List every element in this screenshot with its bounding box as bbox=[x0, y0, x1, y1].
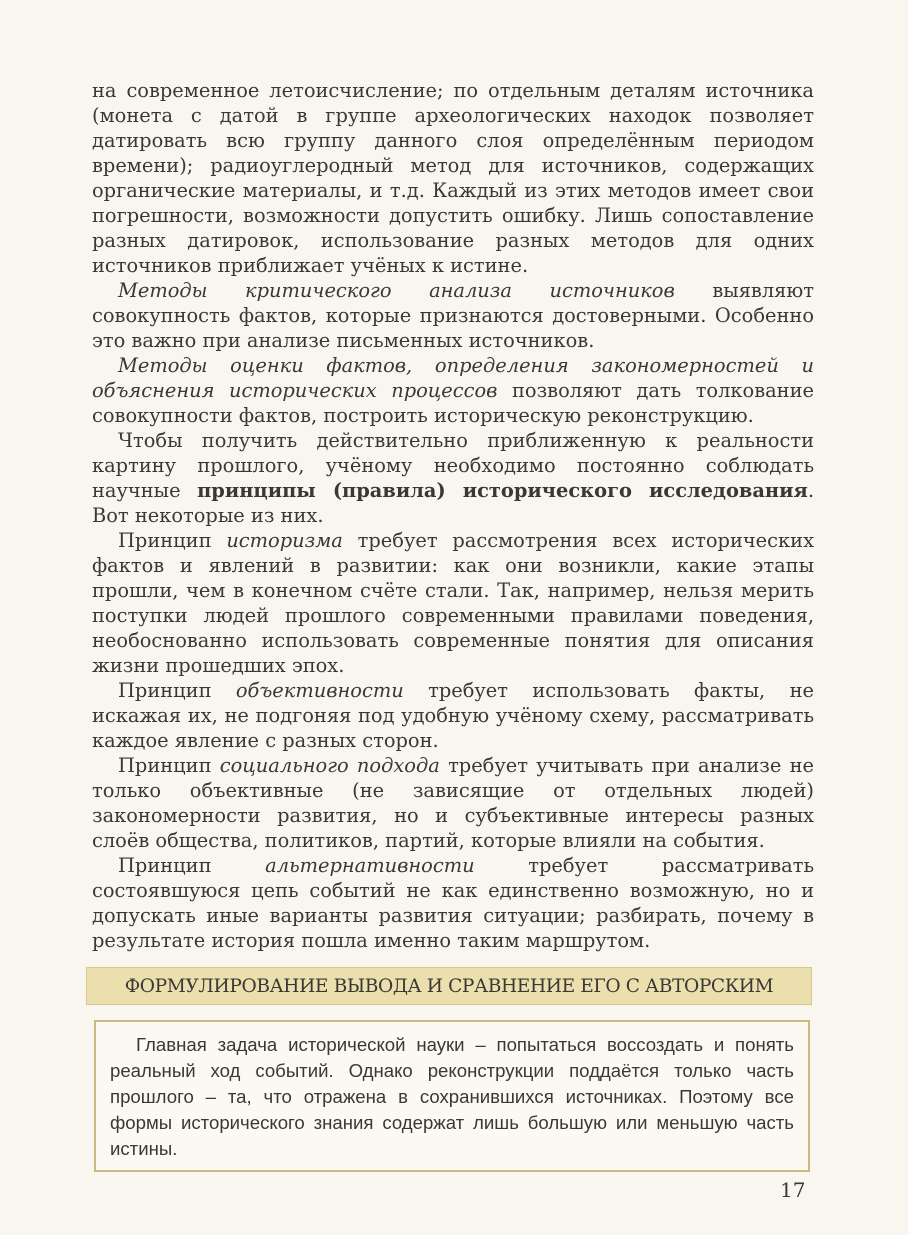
text-run: на современное летоисчисление; по отдельным деталям источника (монета с датой в группе археологических находок позволяет датировать всю группу данного слоя определённым периодом времени); радиоуглеродный метод для источников, содержащих органические материалы, и т.д. Каждый из этих методов имеет свои погрешности, возможности допустить ошибку. Лишь сопоставление разных датировок, использование разных методов для одних источников приближает учёных к истине. bbox=[92, 79, 814, 277]
text-run: Принцип bbox=[118, 854, 266, 877]
text-run: выявляют совокупность фактов, которые признаются достоверными. Особенно это важно при анализе письменных источников. bbox=[92, 279, 814, 352]
paragraph-social-approach bbox=[92, 753, 814, 853]
main-text bbox=[92, 78, 814, 953]
italic-term: историзма bbox=[226, 529, 343, 552]
paragraph-dating-methods bbox=[92, 78, 814, 278]
text-run: требует учитывать при анализе не только объективные (не зависящие от отдельных людей) закономерности развития, но и субъективные интересы разных слоёв общества, политиков, партий, которые влияли на события. bbox=[92, 754, 814, 852]
italic-term: альтернативности bbox=[265, 854, 475, 877]
text-run: . Вот некоторые из них. bbox=[92, 479, 814, 527]
paragraph-research-principles bbox=[92, 428, 814, 528]
text-run: требует рассмотрения всех исторических фактов и явлений в развитии: как они возникли, какие этапы прошли, чем в конечном счёте стали. Так, например, нельзя мерить поступки людей прошлого современными правилами поведения, необоснованно использовать современные понятия для описания жизни прошедших эпох. bbox=[92, 529, 815, 677]
text-run: Принцип bbox=[118, 679, 236, 702]
text-run: Чтобы получить действительно приближенную к реальности картину прошлого, учёному необходимо постоянно соблюдать научные bbox=[92, 429, 814, 502]
conclusion-box bbox=[94, 1020, 810, 1172]
paragraph-historicism bbox=[92, 528, 814, 678]
paragraph-objectivity bbox=[92, 678, 814, 753]
conclusion-text: Главная задача исторической науки – попытаться воссоздать и понять реальный ход событий. Однако реконструкции поддаётся только часть прошлого – та, что отражена в сохранившихся источниках. Поэтому все формы исторического знания содержат лишь большую или меньшую часть истины. bbox=[110, 1034, 794, 1159]
text-run: Принцип bbox=[118, 754, 220, 777]
italic-term: Методы критического анализа источников bbox=[118, 279, 675, 302]
section-header: ФОРМУЛИРОВАНИЕ ВЫВОДА И СРАВНЕНИЕ ЕГО С АВТОРСКИМ bbox=[86, 967, 812, 1005]
text-run: Принцип bbox=[118, 529, 227, 552]
text-run: позволяют дать толкование совокупности фактов, построить историческую реконструкцию. bbox=[92, 379, 815, 427]
text-run: требует использовать факты, не искажая их, не подгоняя под удобную учёному схему, рассматривать каждое явление с разных сторон. bbox=[92, 679, 814, 752]
italic-term: объективности bbox=[235, 679, 404, 702]
paragraph-evaluation-methods bbox=[92, 353, 814, 428]
paragraph-critical-analysis bbox=[92, 278, 814, 353]
text-run: требует рассматривать состоявшуюся цепь событий не как единственно возможную, но и допускать иные варианты развития ситуации; разбирать, почему в результате история пошла именно таким маршрутом. bbox=[92, 854, 815, 952]
italic-term: социального подхода bbox=[219, 754, 440, 777]
paragraph-alternativeness bbox=[92, 853, 814, 953]
bold-term: принципы (правила) исторического исследования bbox=[197, 479, 808, 502]
page-number: 17 bbox=[780, 1178, 806, 1202]
italic-term: Методы оценки фактов, определения закономерностей и объяснения исторических процессов bbox=[92, 354, 814, 402]
